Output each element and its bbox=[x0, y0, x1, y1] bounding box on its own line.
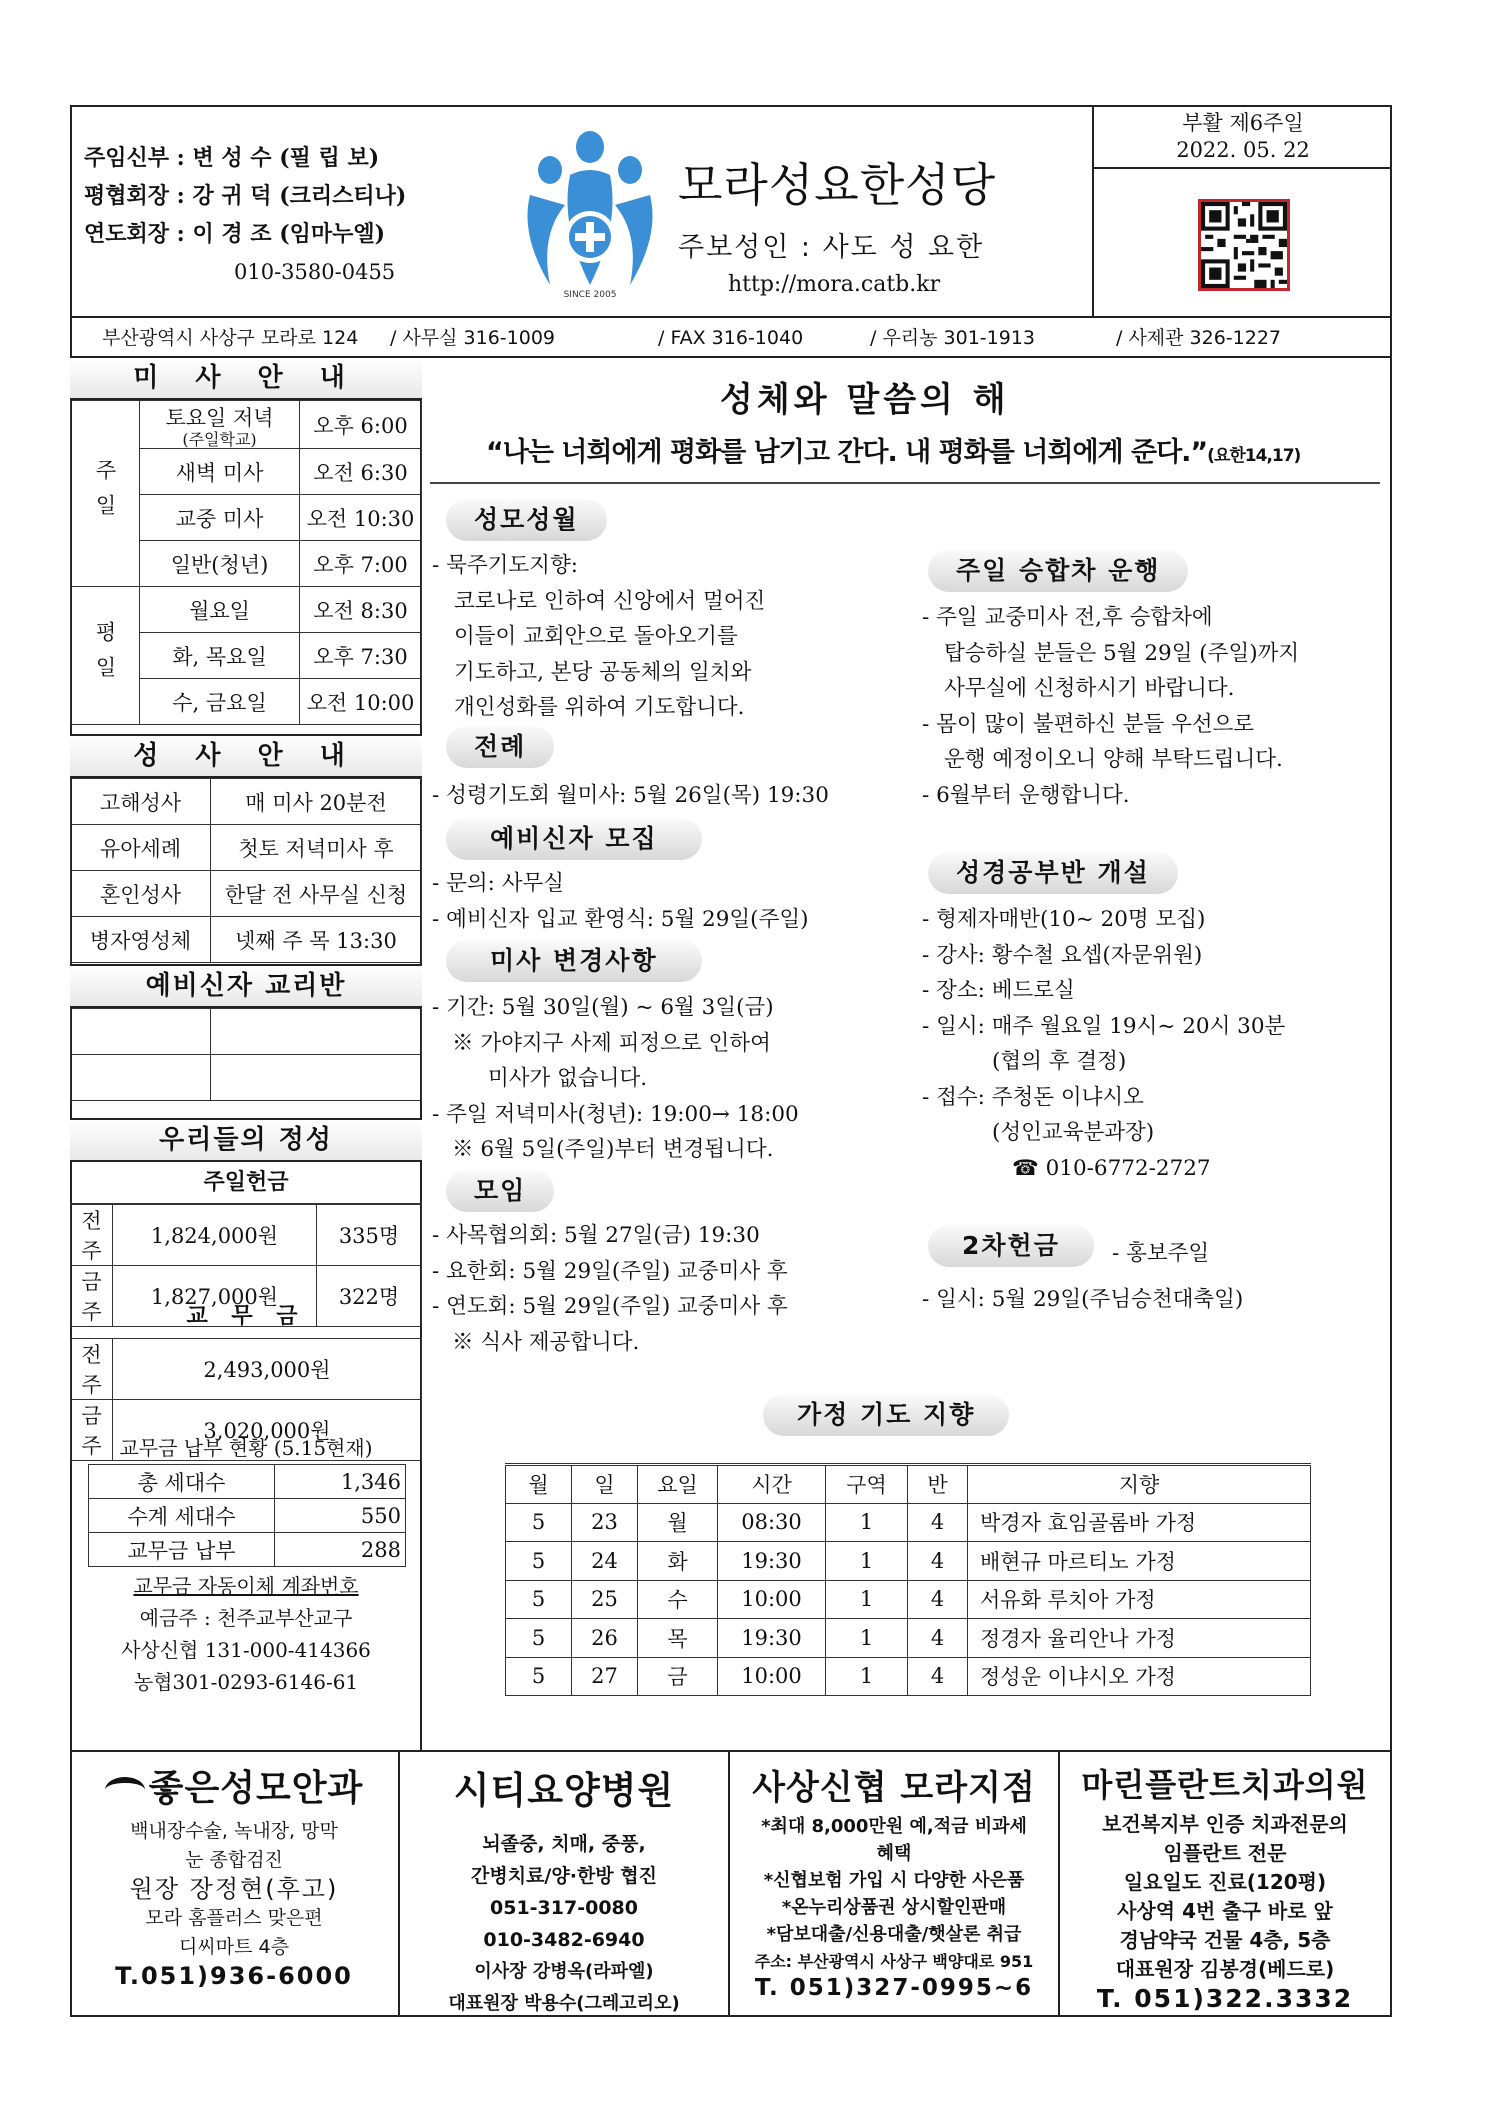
mass-time: 오전 8:30 bbox=[300, 587, 422, 633]
offering-amount: 1,824,000원 bbox=[113, 1205, 317, 1266]
dues-table: 전주 2,493,000원 금주 3,020,000원 bbox=[70, 1338, 422, 1461]
second-collection-text: - 일시: 5월 29일(주님승천대축일) bbox=[922, 1287, 1244, 1312]
sacrament-info: 매 미사 20분전 bbox=[211, 779, 422, 825]
section-liturgy: 전례 bbox=[446, 726, 554, 768]
ad-eye-clinic[interactable]: 좋은성모안과 백내장수술, 녹내장, 망막 눈 종합검진 원장 장정현(후고) 모라 홈플러스 맞은편 디씨마트 4층 T.051)936-6000 bbox=[70, 1752, 400, 2017]
ad-dental-clinic[interactable]: 마린플란트치과의원 보건복지부 인증 치과전문의 임플란트 전문 일요일도 진료(120평) 사상역 4번 출구 바로 앞 경남약국 건물 4층, 5층 대표원장 김봉경(베드로) T. 051)322.3332 bbox=[1060, 1752, 1390, 2017]
mass-name: 토요일 저녁 (주일학교) bbox=[140, 401, 300, 449]
family-prayer-table bbox=[505, 1463, 1311, 1696]
table-row: 5 25 수 10:00 1 4 서유화 루치아 가정 bbox=[506, 1580, 1311, 1619]
sacrament-info: 넷째 주 목 13:30 bbox=[211, 917, 422, 963]
section-meeting: 모임 bbox=[446, 1170, 554, 1212]
mass-name: 화, 목요일 bbox=[140, 633, 300, 679]
mass-time: 오전 10:00 bbox=[300, 679, 422, 725]
qr-code[interactable] bbox=[1198, 199, 1290, 291]
mass-name: 수, 금요일 bbox=[140, 679, 300, 725]
section-mary-month: 성모성월 bbox=[446, 499, 607, 541]
office-phone: / 사무실 316-1009 bbox=[390, 327, 556, 349]
logo-caption: SINCE 2005 bbox=[563, 290, 617, 300]
address-bar bbox=[70, 318, 1392, 358]
sunday-offering-table: 전주 1,824,000원 335명 금주 1,827,000원 322명 bbox=[70, 1204, 422, 1327]
sacrament-info: 첫토 저녁미사 후 bbox=[211, 825, 422, 871]
sunday-offering-title: 주일헌금 bbox=[70, 1162, 422, 1204]
ad-nursing-hospital[interactable]: 시티요양병원 뇌졸중, 치매, 중풍, 간병치료/양·한방 협진 051-317-0080 010-3482-6940 이사장 강병옥(라파엘) 대표원장 박용수(그레고리오) bbox=[400, 1752, 730, 2017]
year-theme: 성체와 말씀의 해 bbox=[720, 380, 1010, 420]
eye-logo-icon bbox=[105, 1777, 145, 1803]
mass-schedule-title: 미 사 안 내 bbox=[70, 356, 422, 400]
woorinong-phone: / 우리농 301-1913 bbox=[870, 327, 1036, 349]
catechumen-class-title: 예비신자 교리반 bbox=[70, 964, 422, 1008]
advertisement-bar bbox=[70, 1750, 1392, 2017]
sacrament-table bbox=[70, 778, 422, 963]
dues-status-title: 교무금 납부 현황 (5.15현재) bbox=[119, 1436, 373, 1460]
second-collection-suffix: - 홍보주일 bbox=[1112, 1241, 1210, 1266]
liturgical-week: 부활 제6주일 bbox=[1182, 111, 1304, 135]
offering-title: 우리들의 정성 bbox=[70, 1118, 422, 1162]
ad-title: 사상신협 모라지점 bbox=[752, 1768, 1036, 1808]
account-nonghyup: 농협301-0293-6146-61 bbox=[133, 1670, 359, 1694]
header bbox=[70, 105, 1392, 318]
catechumen-class-table bbox=[70, 1008, 422, 1101]
ad-credit-union[interactable]: 사상신협 모라지점 *최대 8,000만원 예,적금 비과세 혜택 *신협보험 가입 시 다양한 사은품 *온누리상품권 상시할인판매 *담보대출/신용대출/햇살론 취급 주소: 부산광역시 사상구 백양대로 951 T. 051)327-0995~6 bbox=[730, 1752, 1060, 2017]
church-url[interactable]: http://mora.catb.kr bbox=[728, 272, 941, 297]
church-logo bbox=[510, 125, 670, 300]
offering-count: 322명 bbox=[317, 1266, 422, 1327]
sacrament-name: 고해성사 bbox=[71, 779, 211, 825]
mass-change-text: - 기간: 5월 30일(월) ~ 6월 3일(금) ※ 가야지구 사제 피정으로 인하여 미사가 없습니다. - 주일 저녁미사(청년): 19:00→ 18:00 ※ 6월 5일(주일)부터 변경됩니다. bbox=[432, 995, 799, 1162]
ad-tel: T.051)936-6000 bbox=[115, 1962, 353, 1990]
sacrament-name: 혼인성사 bbox=[71, 871, 211, 917]
dues-amount: 2,493,000원 bbox=[113, 1339, 422, 1400]
patron-saint: 주보성인 : 사도 성 요한 bbox=[678, 232, 985, 263]
date-box bbox=[1092, 105, 1392, 318]
staff-council: 평협회장 : 강 귀 덕 (크리스티나) bbox=[84, 183, 407, 209]
staff-pastor: 주임신부 : 변 성 수 (필 립 보) bbox=[84, 145, 380, 171]
sacrament-name: 병자영성체 bbox=[71, 917, 211, 963]
scripture-quote: “나는 너희에게 평화를 남기고 간다. 내 평화를 너희에게 준다.”(요한14,17) bbox=[486, 437, 1301, 468]
meeting-text: - 사목협의회: 5월 27일(금) 19:30 - 요한회: 5월 29일(주일) 교중미사 후 - 연도회: 5월 29일(주일) 교중미사 후 ※ 식사 제공합니다. bbox=[432, 1223, 788, 1355]
address: 부산광역시 사상구 모라로 124 bbox=[102, 327, 359, 349]
dues-status-table: 총 세대수 1,346 수계 세대수 550 교무금 납부 288 bbox=[88, 1464, 406, 1567]
rectory-phone: / 사제관 326-1227 bbox=[1116, 327, 1282, 349]
shuttle-text: - 주일 교중미사 전,후 승합차에 탑승하실 분들은 5월 29일 (주일)까지 사무실에 신청하시기 바랍니다. - 몸이 많이 불편하신 분들 우선으로 운행 예정이오니 양해 부탁드립니다. - 6월부터 운행합니다. bbox=[922, 605, 1300, 808]
sacrament-name: 유아세례 bbox=[71, 825, 211, 871]
table-row: 5 23 월 08:30 1 4 박경자 효임골롬바 가정 bbox=[506, 1503, 1311, 1542]
offering-count: 335명 bbox=[317, 1205, 422, 1266]
table-row: 5 26 목 19:30 1 4 정경자 율리안나 가정 bbox=[506, 1619, 1311, 1658]
account-holder: 예금주 : 천주교부산교구 bbox=[139, 1606, 353, 1630]
sacrament-info: 한달 전 사무실 신청 bbox=[211, 871, 422, 917]
church-info bbox=[678, 149, 996, 297]
mass-time: 오후 7:30 bbox=[300, 633, 422, 679]
mass-schedule-table bbox=[70, 400, 422, 725]
mass-name: 일반(청년) bbox=[140, 541, 300, 587]
left-column bbox=[70, 358, 422, 1750]
staff-list bbox=[84, 139, 406, 291]
mass-time: 오전 6:30 bbox=[300, 449, 422, 495]
mary-month-text: - 묵주기도지향: 코로나로 인하여 신앙에서 멀어진 이들이 교회안으로 돌아오기를 기도하고, 본당 공동체의 일치와 개인성화를 위하여 기도합니다. bbox=[432, 553, 766, 720]
table-row: 5 24 화 19:30 1 4 배현규 마르티노 가정 bbox=[506, 1542, 1311, 1581]
catechumen-text: - 문의: 사무실 - 예비신자 입교 환영식: 5월 29일(주일) bbox=[432, 871, 809, 932]
ad-tel: T. 051)327-0995~6 bbox=[754, 1975, 1034, 2001]
account-shinhyup: 사상신협 131-000-414366 bbox=[121, 1638, 371, 1662]
dues-title: 교 무 금 bbox=[186, 1304, 306, 1329]
divider bbox=[430, 482, 1380, 484]
mass-time: 오후 6:00 bbox=[300, 401, 422, 449]
section-family-prayer: 가정 기도 지향 bbox=[763, 1394, 1009, 1436]
mass-time: 오후 7:00 bbox=[300, 541, 422, 587]
mass-name: 월요일 bbox=[140, 587, 300, 633]
ad-title: 마린플란트치과의원 bbox=[1081, 1766, 1369, 1804]
sacrament-title: 성 사 안 내 bbox=[70, 734, 422, 778]
staff-yeondo: 연도회장 : 이 경 조 (임마누엘) bbox=[84, 221, 386, 247]
ad-tel: T. 051)322.3332 bbox=[1096, 1984, 1354, 2013]
section-second-collection: 2차헌금 bbox=[928, 1225, 1094, 1267]
church-name: 모라성요한성당 bbox=[678, 158, 997, 212]
fax: / FAX 316-1040 bbox=[658, 327, 804, 349]
table-header: 월 일 요일 시간 구역 반 지향 bbox=[506, 1465, 1311, 1504]
offering-amount: 1,827,000원 bbox=[113, 1266, 317, 1327]
liturgy-text: - 성령기도회 월미사: 5월 26일(목) 19:30 bbox=[432, 783, 829, 808]
sunday-label: 주일 bbox=[71, 401, 140, 587]
dues-amount: 3,020,000원 bbox=[113, 1400, 422, 1461]
account-info bbox=[70, 1570, 422, 1698]
ad-title: 시티요양병원 bbox=[453, 1769, 675, 1812]
mass-time: 오전 10:30 bbox=[300, 495, 422, 541]
section-mass-change: 미사 변경사항 bbox=[446, 940, 702, 982]
weekday-label: 평일 bbox=[71, 587, 140, 725]
bulletin-date: 2022. 05. 22 bbox=[1176, 138, 1310, 162]
bible-study-text: - 형제자매반(10~ 20명 모집) - 강사: 황수철 요셉(자문위원) - 장소: 베드로실 - 일시: 매주 월요일 19시~ 20시 30분 (협의 후 결정) - 접수: 주청돈 이냐시오 (성인교육분과장) ☎ 010-6772-2727 bbox=[922, 907, 1286, 1181]
table-row: 5 27 금 10:00 1 4 정성운 이냐시오 가정 bbox=[506, 1657, 1311, 1696]
section-bible-study: 성경공부반 개설 bbox=[928, 852, 1178, 894]
mass-name: 새벽 미사 bbox=[140, 449, 300, 495]
ad-title: 좋은성모안과 bbox=[70, 1760, 398, 1811]
account-title: 교무금 자동이체 계좌번호 bbox=[133, 1574, 359, 1598]
section-catechumen: 예비신자 모집 bbox=[446, 818, 702, 860]
mass-name: 교중 미사 bbox=[140, 495, 300, 541]
section-shuttle: 주일 승합차 운행 bbox=[928, 550, 1188, 592]
staff-phone: 010-3580-0455 bbox=[234, 260, 396, 284]
